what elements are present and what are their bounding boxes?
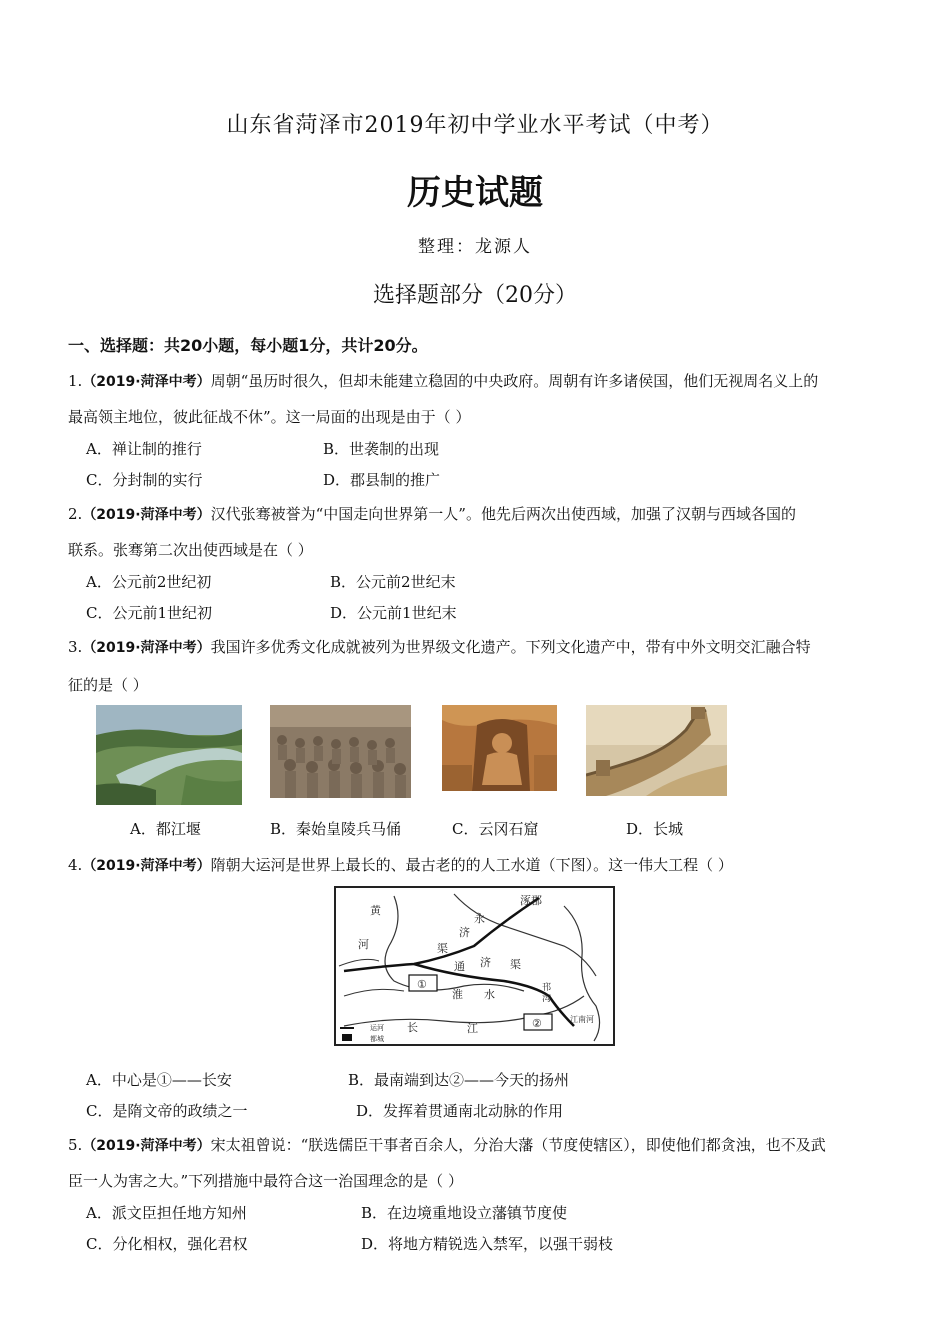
question-5-stem-line2: 臣一人为害之大。”下列措施中最符合这一治国理念的是（ ） (68, 1172, 463, 1190)
map-label-han: 邗 (542, 983, 552, 993)
section-title: 一、选择题：共20小题，每小题1分，共计20分。 (68, 336, 428, 355)
q3-option-c[interactable]: C．云冈石窟 (452, 820, 539, 838)
map-label-tongji: 济 (480, 956, 491, 969)
question-number: 2. (68, 505, 83, 523)
q1-option-d[interactable]: D．郡县制的推广 (323, 471, 441, 489)
question-source: （2019·菏泽中考） (82, 1138, 211, 1154)
question-source: （2019·菏泽中考） (82, 507, 211, 523)
map-label-chang: 长 (407, 1021, 418, 1034)
map-legend-canal: 运河 (370, 1024, 384, 1032)
question-text: 宋太祖曾说：“朕选儒臣干事者百余人，分治大藩（节度使辖区），即使他们都贪浊，也不及武 (210, 1136, 826, 1154)
q3-option-a[interactable]: A．都江堰 (130, 820, 201, 838)
q5-option-c[interactable]: C．分化相权，强化君权 (86, 1235, 248, 1253)
page-title: 历史试题 (407, 173, 543, 213)
q5-option-a[interactable]: A．派文臣担任地方知州 (86, 1204, 247, 1222)
map-label-tong: 通 (454, 960, 465, 973)
part-title: 选择题部分（20分） (373, 283, 577, 308)
q2-option-a[interactable]: A．公元前2世纪初 (86, 573, 212, 591)
q4-option-d[interactable]: D．发挥着贯通南北动脉的作用 (356, 1102, 564, 1120)
question-text: 周朝“虽历时很久，但却未能建立稳固的中央政府。周朝有许多诸侯国，他们无视周名义上的 (210, 372, 819, 390)
q2-option-b[interactable]: B．公元前2世纪末 (330, 573, 456, 591)
map-label-circle1: ① (417, 978, 427, 991)
q3-option-b[interactable]: B．秦始皇陵兵马俑 (270, 820, 402, 838)
map-label-qu: 渠 (437, 942, 448, 955)
grand-canal-map (334, 886, 615, 1046)
map-label-jiangnan: 江南河 (570, 1015, 594, 1024)
q1-option-b[interactable]: B．世袭制的出现 (323, 440, 440, 458)
yungang-grottoes-photo (442, 705, 557, 791)
question-number: 3. (68, 638, 83, 656)
question-number: 1. (68, 372, 83, 390)
q2-option-d[interactable]: D．公元前1世纪末 (330, 604, 457, 622)
question-2-stem (68, 503, 796, 524)
map-label-jiang: 江 (467, 1022, 478, 1035)
q1-option-c[interactable]: C．分封制的实行 (86, 471, 203, 489)
map-label-he: 河 (358, 938, 369, 951)
q3-option-d[interactable]: D．长城 (626, 820, 684, 838)
question-source: （2019·菏泽中考） (82, 858, 211, 874)
q4-option-a[interactable]: A．中心是①——长安 (86, 1071, 232, 1089)
great-wall-photo (586, 705, 727, 796)
map-label-yong: 永 (474, 912, 485, 925)
q5-option-b[interactable]: B．在边境重地设立藩镇节度使 (361, 1204, 568, 1222)
q4-option-c[interactable]: C．是隋文帝的政绩之一 (86, 1102, 248, 1120)
terracotta-army-photo (270, 705, 411, 798)
q4-option-b[interactable]: B．最南端到达②——今天的扬州 (348, 1071, 570, 1089)
question-text: 汉代张骞被誉为“中国走向世界第一人”。他先后两次出使西域，加强了汉朝与西域各国的 (210, 505, 796, 523)
question-text: 隋朝大运河是世界上最长的、最古老的的人工水道（下图）。这一伟大工程（ ） (210, 856, 733, 874)
question-4-stem (68, 854, 733, 875)
question-1-stem (68, 370, 818, 391)
question-3-stem-line2: 征的是（ ） (68, 676, 148, 694)
q5-option-d[interactable]: D．将地方精锐选入禁军，以强干弱枝 (361, 1235, 614, 1253)
map-label-zhuojun: 涿郡 (520, 894, 542, 907)
question-1-stem-line2: 最高领主地位，彼此征战不休”。这一局面的出现是由于（ ） (68, 408, 471, 426)
map-label-ji: 济 (459, 926, 470, 939)
question-source: （2019·菏泽中考） (82, 374, 211, 390)
dujiangyan-photo (96, 705, 242, 805)
map-label-circle2: ② (532, 1017, 542, 1030)
map-label-huai: 淮 (452, 988, 463, 1001)
map-label-shui: 水 (484, 988, 495, 1001)
question-5-stem (68, 1134, 826, 1155)
q1-option-a[interactable]: A．禅让制的推行 (86, 440, 202, 458)
exam-region-title: 山东省菏泽市2019年初中学业水平考试（中考） (226, 113, 724, 138)
q2-option-c[interactable]: C．公元前1世纪初 (86, 604, 213, 622)
map-label-huang: 黄 (370, 904, 381, 917)
question-3-stem (68, 636, 811, 657)
map-label-qu2: 渠 (510, 958, 521, 971)
question-number: 4. (68, 856, 83, 874)
map-legend-capital: 都城 (370, 1035, 384, 1043)
question-number: 5. (68, 1136, 83, 1154)
compiler-line: 整理：龙源人 (418, 237, 532, 257)
question-text: 我国许多优秀文化成就被列为世界级文化遗产。下列文化遗产中，带有中外文明交汇融合特 (210, 638, 811, 656)
question-source: （2019·菏泽中考） (82, 640, 211, 656)
question-2-stem-line2: 联系。张骞第二次出使西域是在（ ） (68, 541, 313, 559)
map-label-gou: 沟 (542, 994, 552, 1004)
